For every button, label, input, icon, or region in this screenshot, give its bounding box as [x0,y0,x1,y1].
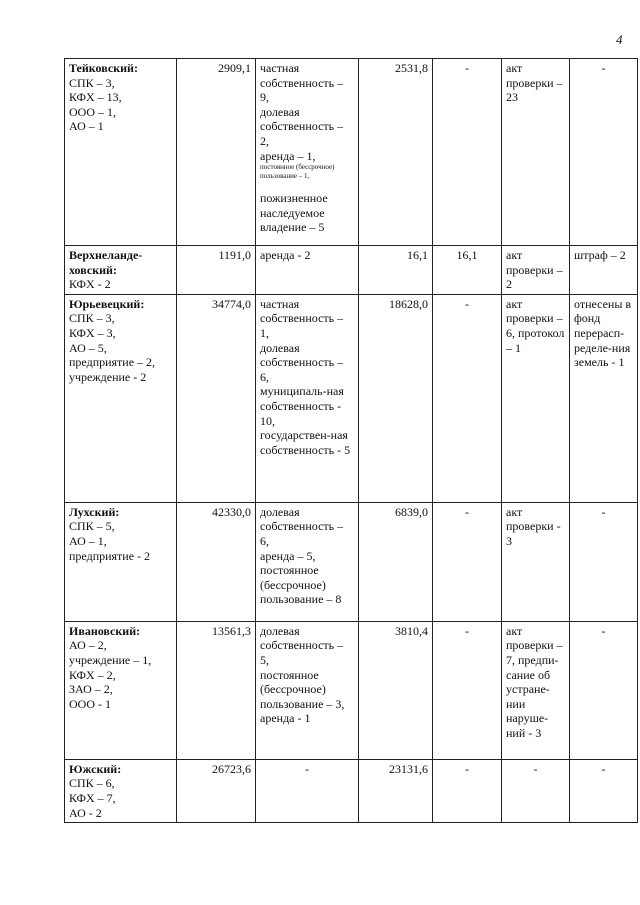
district-cell [65,759,177,822]
checked-area-cell: 18628,0 [359,294,433,502]
district-cell [65,294,177,502]
page-number: 4 [616,32,623,47]
area-cell: 2909,1 [177,59,256,246]
checked-area-cell: 3810,4 [359,621,433,759]
violation-area-cell: - [433,294,502,502]
district-cell [65,59,177,246]
result-cell: - [570,59,638,246]
area-cell: 1191,0 [177,246,256,295]
district-name: Лухский: [69,504,120,519]
measures-cell: акт проверки – 23 [502,59,570,246]
ownership-tail-text: пожизненное наследуемое владение – 5 [260,191,328,235]
ownership-cell [256,759,359,822]
violation-area-cell: - [433,502,502,621]
result-cell: штраф – 2 [570,246,638,295]
measures-cell: акт проверки – 7, предпи-сание об устране-нии наруше-ний - 3 [502,621,570,759]
violation-area-cell: - [433,759,502,822]
ownership-text: - [305,761,309,776]
ownership-text: аренда - 2 [260,248,311,262]
area-cell: 42330,0 [177,502,256,621]
result-cell: - [570,759,638,822]
entity-list: СПК – 3, КФХ – 3, АО – 5, предприятие – 2, учреждение - 2 [69,311,156,384]
entity-list: СПК – 5, АО – 1, предприятие - 2 [69,519,151,563]
measures-cell: акт проверки - 3 [502,502,570,621]
violation-area-cell: 16,1 [433,246,502,295]
area-cell: 34774,0 [177,294,256,502]
district-name: Верхнеланде-ховский: [69,248,143,277]
ownership-cell [256,621,359,759]
district-name: Тейковский: [69,61,138,75]
checked-area-cell: 16,1 [359,246,433,295]
table-row [65,59,638,246]
area-cell: 13561,3 [177,621,256,759]
district-cell [65,502,177,621]
ownership-cell [256,59,359,246]
checked-area-cell: 2531,8 [359,59,433,246]
violation-area-cell: - [433,59,502,246]
district-cell [65,621,177,759]
ownership-cell [256,502,359,621]
result-cell: - [570,502,638,621]
ownership-text: частная собственность – 9, долевая собственность – 2, аренда – 1, [260,61,344,163]
area-cell: 26723,6 [177,759,256,822]
table-row [65,294,638,502]
table-row [65,246,638,295]
district-cell [65,246,177,295]
ownership-cell [256,246,359,295]
table-row [65,759,638,822]
ownership-small-text: постоянное (бессрочное) пользование – 1, [260,163,335,181]
ownership-text: частная собственность – 1, долевая собственность – 6, муниципаль-ная собственность - 10, государствен-ная собственность - 5 [260,296,351,457]
ownership-text: долевая собственность – 6, аренда – 5, постоянное (бессрочное) пользование – 8 [260,504,344,607]
result-cell: отнесены в фонд перерасп-ределе-ния земель - 1 [570,294,638,502]
entity-list: КФХ - 2 [69,277,111,292]
entity-list: АО – 2, учреждение – 1, КФХ – 2, ЗАО – 2, ООО - 1 [69,638,152,711]
result-cell: - [570,621,638,759]
district-name: Южский: [69,761,122,776]
entity-list: СПК – 3, КФХ – 13, ООО – 1, АО – 1 [69,75,122,134]
measures-cell: - [502,759,570,822]
ownership-text: долевая собственность – 5, постоянное (бессрочное) пользование – 3, аренда - 1 [260,623,345,726]
entity-list: СПК – 6, КФХ – 7, АО - 2 [69,776,116,820]
checked-area-cell: 6839,0 [359,502,433,621]
district-name: Юрьевецкий: [69,296,145,311]
land-control-table [64,58,638,823]
measures-cell: акт проверки – 6, протокол – 1 [502,294,570,502]
ownership-cell [256,294,359,502]
violation-area-cell: - [433,621,502,759]
table-row [65,502,638,621]
district-name: Ивановский: [69,623,141,638]
table-row [65,621,638,759]
checked-area-cell: 23131,6 [359,759,433,822]
measures-cell: акт проверки – 2 [502,246,570,295]
